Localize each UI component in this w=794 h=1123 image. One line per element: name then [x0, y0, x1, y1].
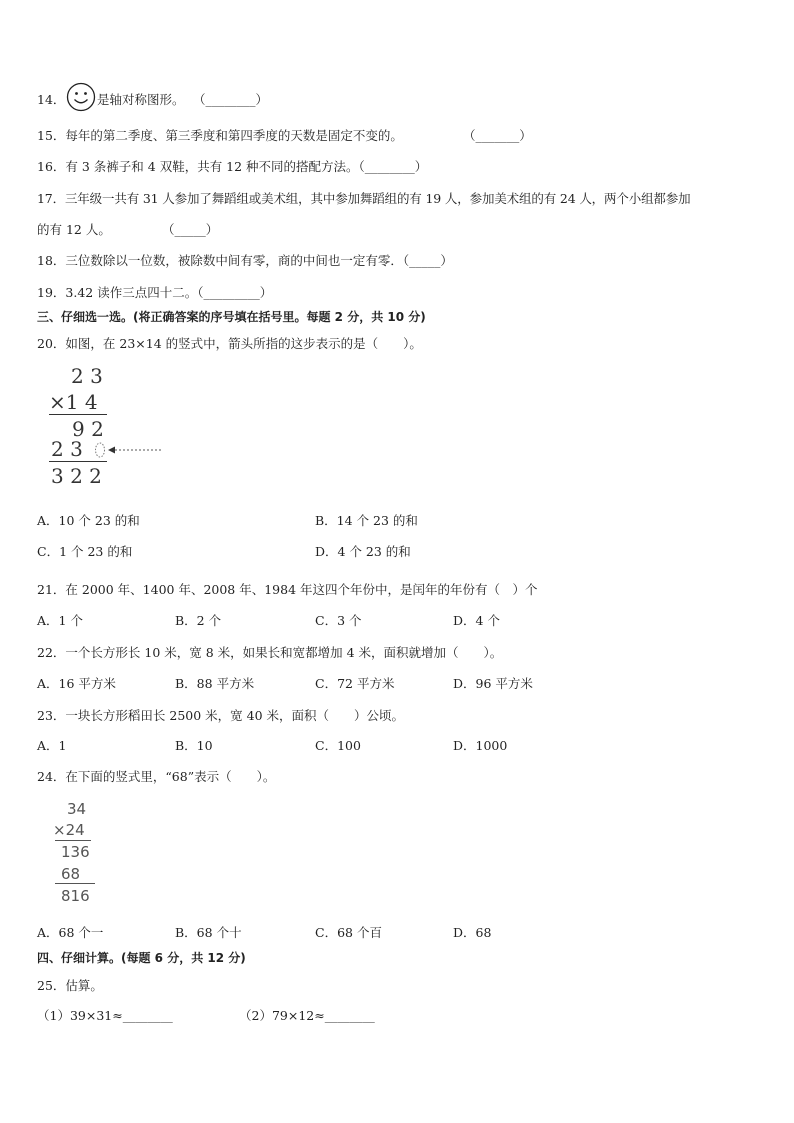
- q24-figure-line1: [55, 840, 91, 841]
- q23-option-b[interactable]: B．10: [175, 738, 213, 753]
- q14-text: 是轴对称图形。: [97, 92, 185, 107]
- q25-text: 25．估算。: [37, 978, 103, 993]
- q25-item-1[interactable]: （1）39×31≈________: [37, 1008, 173, 1023]
- q21-option-d[interactable]: D．4 个: [453, 613, 500, 628]
- q20-figure-line1: [49, 414, 107, 415]
- q20-figure-row4: 2 3: [51, 437, 83, 461]
- q14-number: 14．: [37, 92, 66, 107]
- q15-answer-blank[interactable]: （_______）: [463, 128, 532, 143]
- q21-option-c[interactable]: C．3 个: [315, 613, 362, 628]
- q20-figure-row2: ×1 4: [49, 390, 98, 414]
- q24-text: 24．在下面的竖式里，“68”表示（ ）。: [37, 769, 276, 784]
- arrow-left-icon: [107, 445, 163, 455]
- q20-hidden-zero-dotted-circle: [94, 441, 106, 459]
- q24-option-c[interactable]: C．68 个百: [315, 925, 382, 940]
- q22-text: 22．一个长方形长 10 米，宽 8 米，如果长和宽都增加 4 米，面积就增加（ ）。: [37, 645, 503, 660]
- q24-option-d[interactable]: D．68: [453, 925, 492, 940]
- q20-figure-row5: 3 2 2: [51, 464, 102, 488]
- q21-text: 21．在 2000 年、1400 年、2008 年、1984 年这四个年份中，是闰年的年份有（ ）个: [37, 582, 538, 597]
- q20-option-c[interactable]: C．1 个 23 的和: [37, 544, 133, 559]
- q20-option-a[interactable]: A．10 个 23 的和: [37, 513, 140, 528]
- q24-figure-row4: 68: [61, 865, 81, 883]
- q24-option-a[interactable]: A．68 个一: [37, 925, 104, 940]
- q24-figure-row5: 816: [61, 887, 90, 905]
- q23-text: 23．一块长方形稻田长 2500 米，宽 40 米，面积（ ）公顷。: [37, 708, 405, 723]
- q20-figure-line2: [49, 461, 107, 462]
- q22-option-a[interactable]: A．16 平方米: [37, 676, 116, 691]
- q23-option-a[interactable]: A．1: [37, 738, 67, 753]
- q16-text: 16．有 3 条裤子和 4 双鞋，共有 12 种不同的搭配方法。（________）: [37, 159, 428, 174]
- q25-item-2[interactable]: （2）79×12≈________: [239, 1008, 375, 1023]
- q21-option-b[interactable]: B．2 个: [175, 613, 222, 628]
- q20-text: 20．如图，在 23×14 的竖式中，箭头所指的这步表示的是（ ）。: [37, 336, 422, 351]
- q17-text-line1: 17．三年级一共有 31 人参加了舞蹈组或美术组，其中参加舞蹈组的有 19 人，参加美术组的有 24 人，两个小组都参加: [37, 191, 691, 206]
- q20-figure-row1: 2 3: [71, 364, 103, 388]
- q24-figure-row1: 34: [67, 800, 87, 818]
- q14-answer-blank[interactable]: （________）: [193, 92, 269, 107]
- section-3-heading: 三、仔细选一选。(将正确答案的序号填在括号里。每题 2 分，共 10 分): [37, 310, 426, 324]
- q21-option-a[interactable]: A．1 个: [37, 613, 83, 628]
- section-4-heading: 四、仔细计算。(每题 6 分，共 12 分): [37, 951, 246, 965]
- q24-figure-row2: ×24: [53, 821, 85, 839]
- q24-figure-line2: [55, 883, 95, 884]
- q18-text: 18．三位数除以一位数，被除数中间有零，商的中间也一定有零．（_____）: [37, 253, 453, 268]
- q24-figure-row3: 136: [61, 843, 90, 861]
- q20-option-d[interactable]: D．4 个 23 的和: [315, 544, 411, 559]
- q23-option-d[interactable]: D．1000: [453, 738, 508, 753]
- q22-option-d[interactable]: D．96 平方米: [453, 676, 533, 691]
- q17-text-line2: 的有 12 人。: [37, 222, 111, 237]
- q22-option-b[interactable]: B．88 平方米: [175, 676, 255, 691]
- q19-text: 19．3.42 读作三点四十二。（_________）: [37, 285, 273, 300]
- q23-option-c[interactable]: C．100: [315, 738, 361, 753]
- q20-option-b[interactable]: B．14 个 23 的和: [315, 513, 418, 528]
- q15-text: 15．每年的第二季度、第三季度和第四季度的天数是固定不变的。: [37, 128, 403, 143]
- q20-figure-row3: 9 2: [72, 417, 104, 441]
- q17-answer-blank[interactable]: （_____）: [162, 222, 219, 237]
- q24-option-b[interactable]: B．68 个十: [175, 925, 242, 940]
- smiley-face-icon: [66, 82, 96, 112]
- q22-option-c[interactable]: C．72 平方米: [315, 676, 395, 691]
